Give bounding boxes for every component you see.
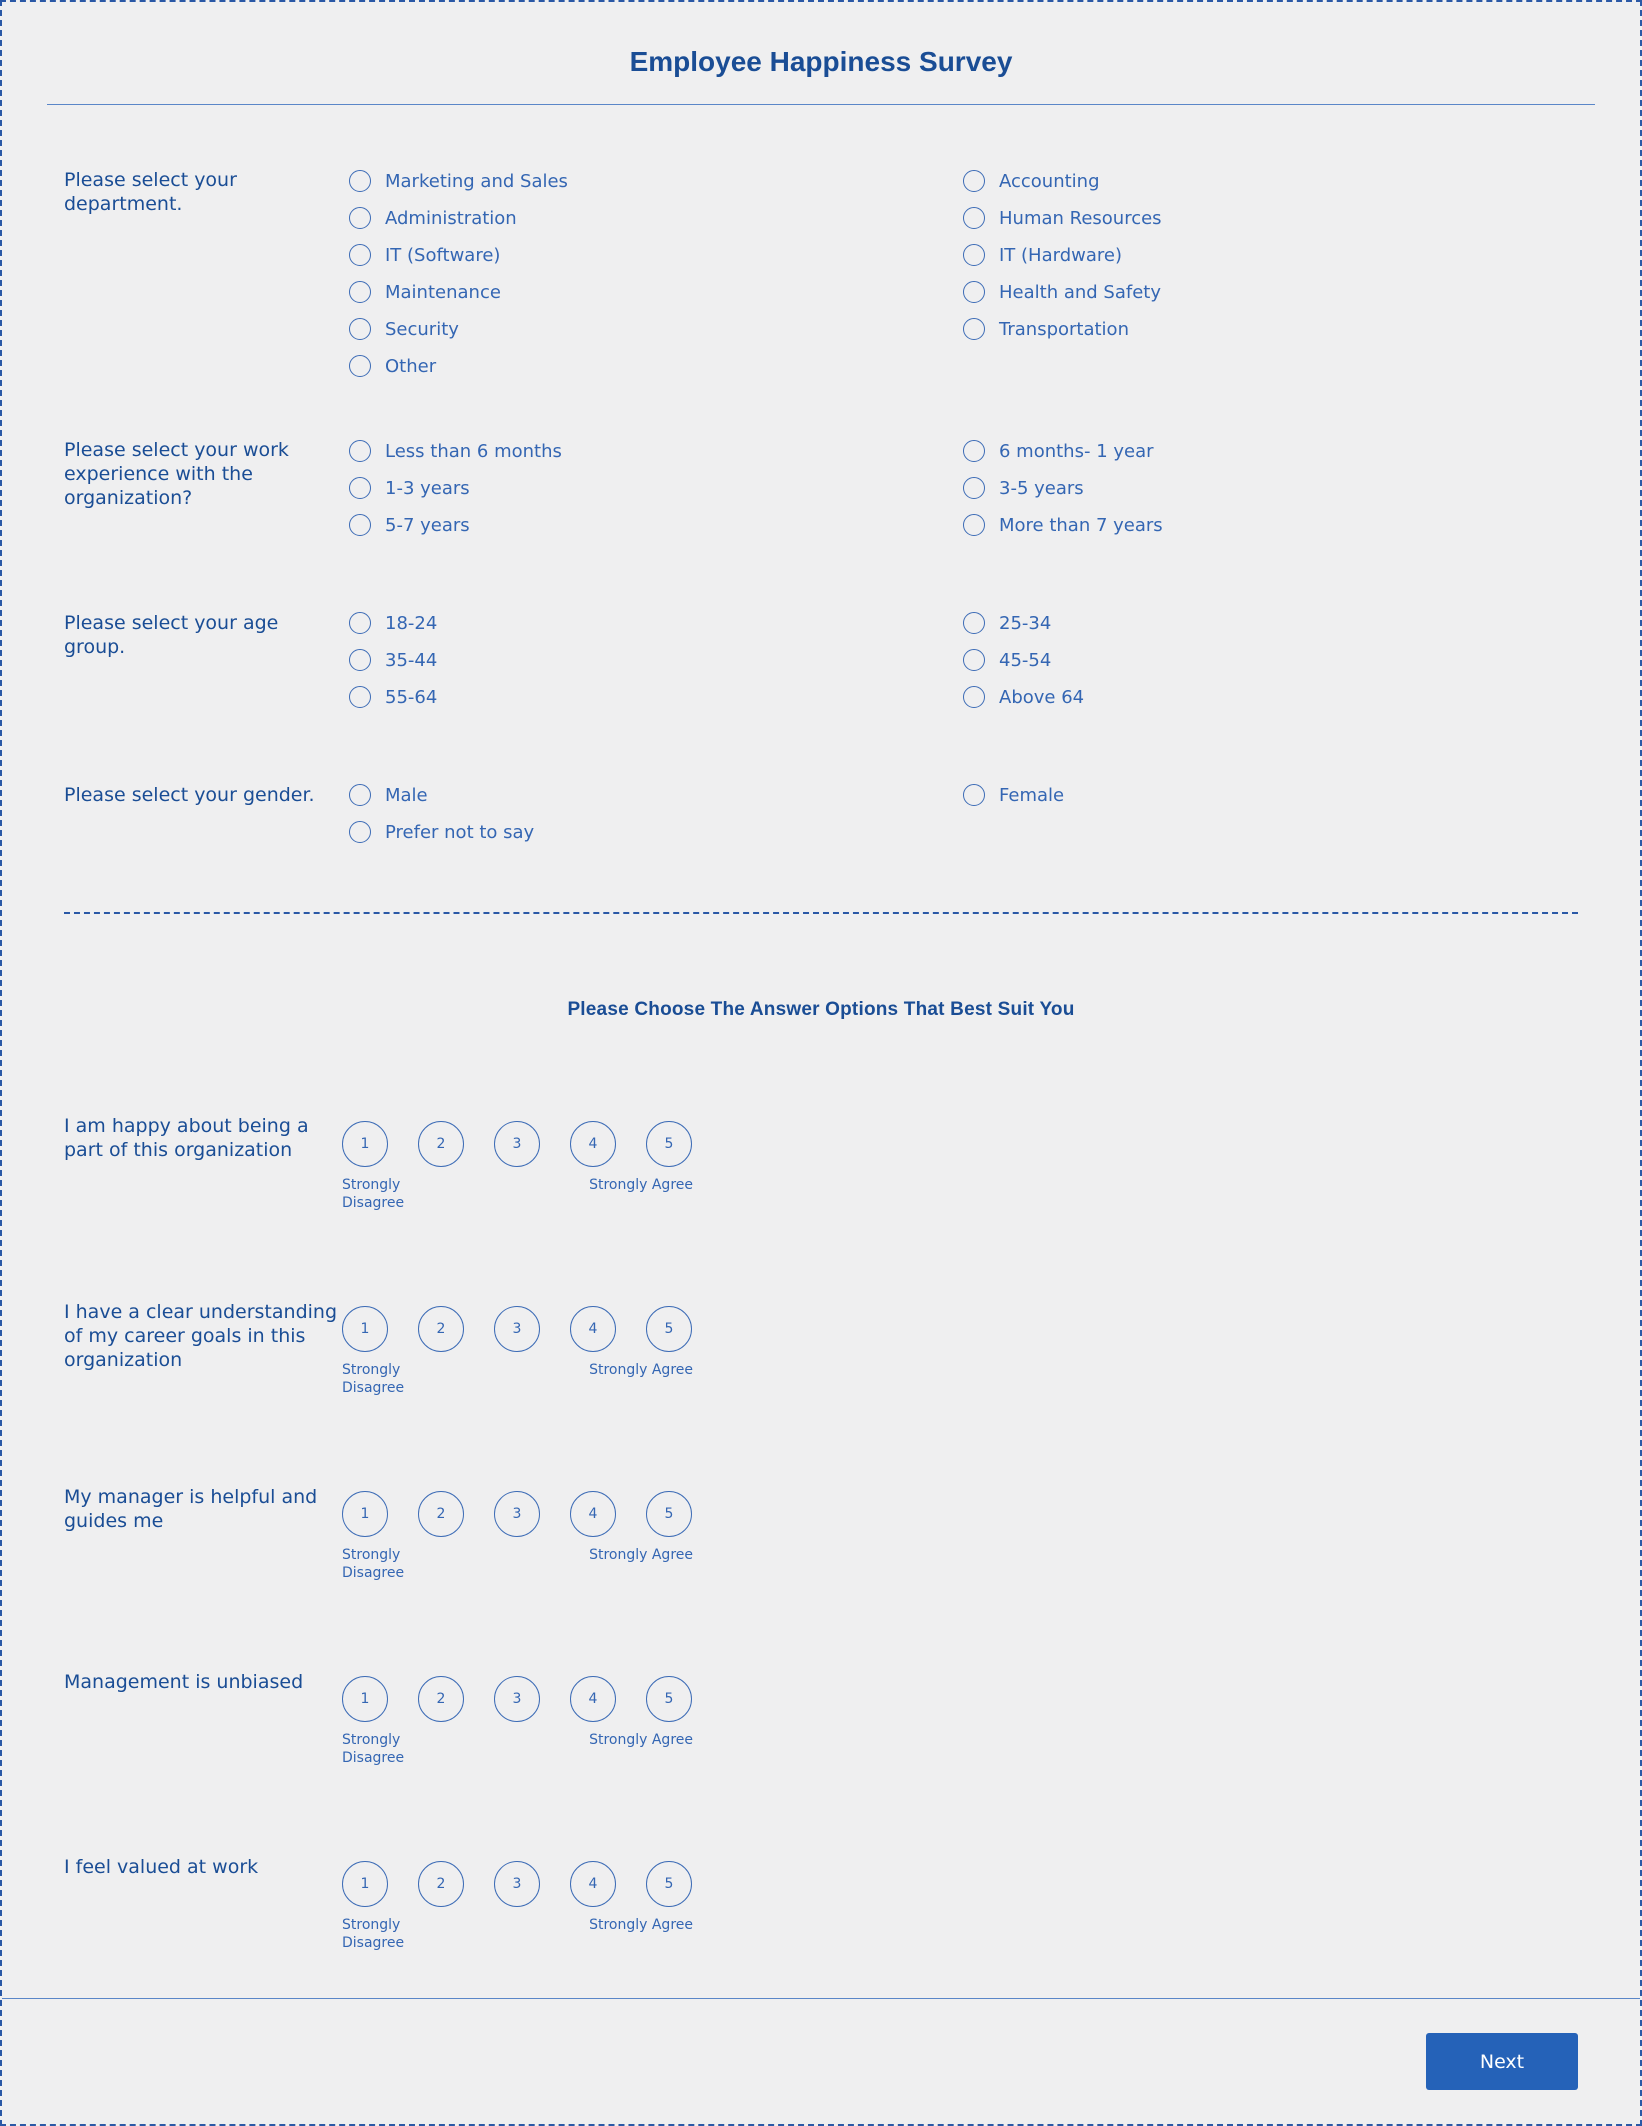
scale-high-label: Strongly Agree [589, 1362, 693, 1378]
option-label: Maintenance [385, 281, 501, 303]
radio-circle-icon[interactable] [349, 477, 371, 499]
age-option-25-34[interactable] [963, 612, 1051, 634]
rating-4-option-4[interactable]: 4 [570, 1676, 616, 1722]
rating-4-option-2[interactable]: 2 [418, 1676, 464, 1722]
radio-circle-icon[interactable] [963, 649, 985, 671]
radio-circle-icon[interactable] [349, 440, 371, 462]
age-option-55-64[interactable] [349, 686, 437, 708]
radio-circle-icon[interactable] [349, 244, 371, 266]
rating-question-2: I have a clear understanding of my career goals in this organization [64, 1301, 338, 1371]
experience-option-more-than-7-years[interactable] [963, 514, 1163, 536]
radio-circle-icon[interactable] [349, 207, 371, 229]
radio-circle-icon[interactable] [963, 281, 985, 303]
department-option-accounting[interactable] [963, 170, 1100, 192]
footer-divider [2, 1998, 1640, 1999]
radio-circle-icon[interactable] [349, 514, 371, 536]
rating-question-4: Management is unbiased [64, 1671, 304, 1693]
rating-1-option-3[interactable]: 3 [494, 1121, 540, 1167]
scale-low-label: Strongly Disagree [342, 1732, 405, 1766]
experience-option-1-3-years[interactable] [349, 477, 470, 499]
radio-circle-icon[interactable] [963, 440, 985, 462]
scale-low-label: Strongly Disagree [342, 1362, 405, 1396]
rating-1-option-4[interactable]: 4 [570, 1121, 616, 1167]
radio-circle-icon[interactable] [963, 207, 985, 229]
radio-circle-icon[interactable] [349, 612, 371, 634]
rating-question-1: I am happy about being a part of this organization [64, 1115, 309, 1161]
gender-question: Please select your gender. [64, 784, 315, 806]
department-option-maintenance[interactable] [349, 281, 501, 303]
department-option-human-resources[interactable] [963, 207, 1162, 229]
scale-low-label: Strongly Disagree [342, 1917, 405, 1951]
rating-1-option-2[interactable]: 2 [418, 1121, 464, 1167]
section-divider [64, 912, 1578, 914]
option-label: 18-24 [385, 612, 438, 634]
rating-5-option-1[interactable]: 1 [342, 1861, 388, 1907]
option-label: Prefer not to say [385, 821, 535, 843]
scale-high-label: Strongly Agree [589, 1547, 693, 1563]
rating-2-option-1[interactable]: 1 [342, 1306, 388, 1352]
option-label: Security [385, 318, 459, 340]
radio-circle-icon[interactable] [349, 281, 371, 303]
rating-4-option-5[interactable]: 5 [646, 1676, 692, 1722]
rating-question-3: My manager is helpful and guides me [64, 1486, 318, 1532]
radio-circle-icon[interactable] [349, 784, 371, 806]
department-option-health-and-safety[interactable] [963, 281, 1161, 303]
rating-2-option-3[interactable]: 3 [494, 1306, 540, 1352]
radio-circle-icon[interactable] [963, 784, 985, 806]
experience-option-less-than-6-months[interactable] [349, 440, 562, 462]
department-question: Please select your department. [64, 169, 237, 215]
gender-option-male[interactable] [349, 784, 428, 806]
gender-option-prefer-not-to-say[interactable] [349, 821, 534, 843]
age-option-45-54[interactable] [963, 649, 1051, 671]
rating-section-title: Please Choose The Answer Options That Best Suit You [567, 999, 1075, 1020]
rating-3-option-2[interactable]: 2 [418, 1491, 464, 1537]
title-divider [47, 104, 1595, 105]
option-label: Female [999, 784, 1065, 806]
rating-5-option-4[interactable]: 4 [570, 1861, 616, 1907]
option-label: Accounting [999, 170, 1100, 192]
scale-low-label: Strongly Disagree [342, 1177, 405, 1211]
radio-circle-icon[interactable] [349, 821, 371, 843]
radio-circle-icon[interactable] [963, 477, 985, 499]
option-label: 6 months- 1 year [999, 440, 1154, 462]
rating-5-option-3[interactable]: 3 [494, 1861, 540, 1907]
option-label: Above 64 [999, 686, 1085, 708]
department-option-it-hardware[interactable] [963, 244, 1122, 266]
option-label: Administration [385, 207, 517, 229]
age-option-above-64[interactable] [963, 686, 1084, 708]
rating-2-option-4[interactable]: 4 [570, 1306, 616, 1352]
gender-option-female[interactable] [963, 784, 1064, 806]
option-label: Other [385, 355, 437, 377]
option-label: Marketing and Sales [385, 170, 568, 192]
option-label: Human Resources [999, 207, 1162, 229]
rating-3-option-1[interactable]: 1 [342, 1491, 388, 1537]
rating-4-option-1[interactable]: 1 [342, 1676, 388, 1722]
scale-high-label: Strongly Agree [589, 1917, 693, 1933]
rating-3-option-3[interactable]: 3 [494, 1491, 540, 1537]
experience-option-6-months-1-year[interactable] [963, 440, 1154, 462]
department-option-other[interactable] [349, 355, 436, 377]
option-label: More than 7 years [999, 514, 1163, 536]
option-label: 25-34 [999, 612, 1052, 634]
radio-circle-icon[interactable] [963, 318, 985, 340]
experience-question: Please select your work experience with the organization? [64, 439, 289, 509]
radio-circle-icon[interactable] [349, 649, 371, 671]
option-label: IT (Software) [385, 244, 501, 266]
department-option-it-software[interactable] [349, 244, 500, 266]
scale-low-label: Strongly Disagree [342, 1547, 405, 1581]
option-label: Transportation [999, 318, 1129, 340]
option-label: Less than 6 months [385, 440, 562, 462]
radio-circle-icon[interactable] [963, 244, 985, 266]
rating-2-option-2[interactable]: 2 [418, 1306, 464, 1352]
radio-circle-icon[interactable] [963, 170, 985, 192]
option-label: 5-7 years [385, 514, 470, 536]
radio-circle-icon[interactable] [349, 170, 371, 192]
department-option-marketing-and-sales[interactable] [349, 170, 568, 192]
experience-option-3-5-years[interactable] [963, 477, 1084, 499]
rating-5-option-2[interactable]: 2 [418, 1861, 464, 1907]
next-button[interactable]: Next [1426, 2033, 1578, 2090]
department-option-administration[interactable] [349, 207, 517, 229]
option-label: 45-54 [999, 649, 1052, 671]
option-label: 55-64 [385, 686, 438, 708]
rating-3-option-5[interactable]: 5 [646, 1491, 692, 1537]
rating-3-option-4[interactable]: 4 [570, 1491, 616, 1537]
radio-circle-icon[interactable] [349, 318, 371, 340]
radio-circle-icon[interactable] [349, 686, 371, 708]
radio-circle-icon[interactable] [349, 355, 371, 377]
survey-title: Employee Happiness Survey [629, 46, 1013, 77]
radio-circle-icon[interactable] [963, 612, 985, 634]
rating-1-option-1[interactable]: 1 [342, 1121, 388, 1167]
rating-5-option-5[interactable]: 5 [646, 1861, 692, 1907]
age-option-35-44[interactable] [349, 649, 437, 671]
scale-high-label: Strongly Agree [589, 1177, 693, 1193]
option-label: Health and Safety [999, 281, 1161, 303]
option-label: 35-44 [385, 649, 438, 671]
scale-high-label: Strongly Agree [589, 1732, 693, 1748]
age-question: Please select your age group. [64, 612, 279, 658]
option-label: 1-3 years [385, 477, 470, 499]
radio-circle-icon[interactable] [963, 686, 985, 708]
age-option-18-24[interactable] [349, 612, 437, 634]
department-option-transportation[interactable] [963, 318, 1129, 340]
radio-circle-icon[interactable] [963, 514, 985, 536]
option-label: Male [385, 784, 428, 806]
rating-question-5: I feel valued at work [64, 1856, 259, 1878]
department-option-security[interactable] [349, 318, 459, 340]
rating-1-option-5[interactable]: 5 [646, 1121, 692, 1167]
rating-2-option-5[interactable]: 5 [646, 1306, 692, 1352]
experience-option-5-7-years[interactable] [349, 514, 470, 536]
rating-4-option-3[interactable]: 3 [494, 1676, 540, 1722]
option-label: 3-5 years [999, 477, 1084, 499]
option-label: IT (Hardware) [999, 244, 1122, 266]
